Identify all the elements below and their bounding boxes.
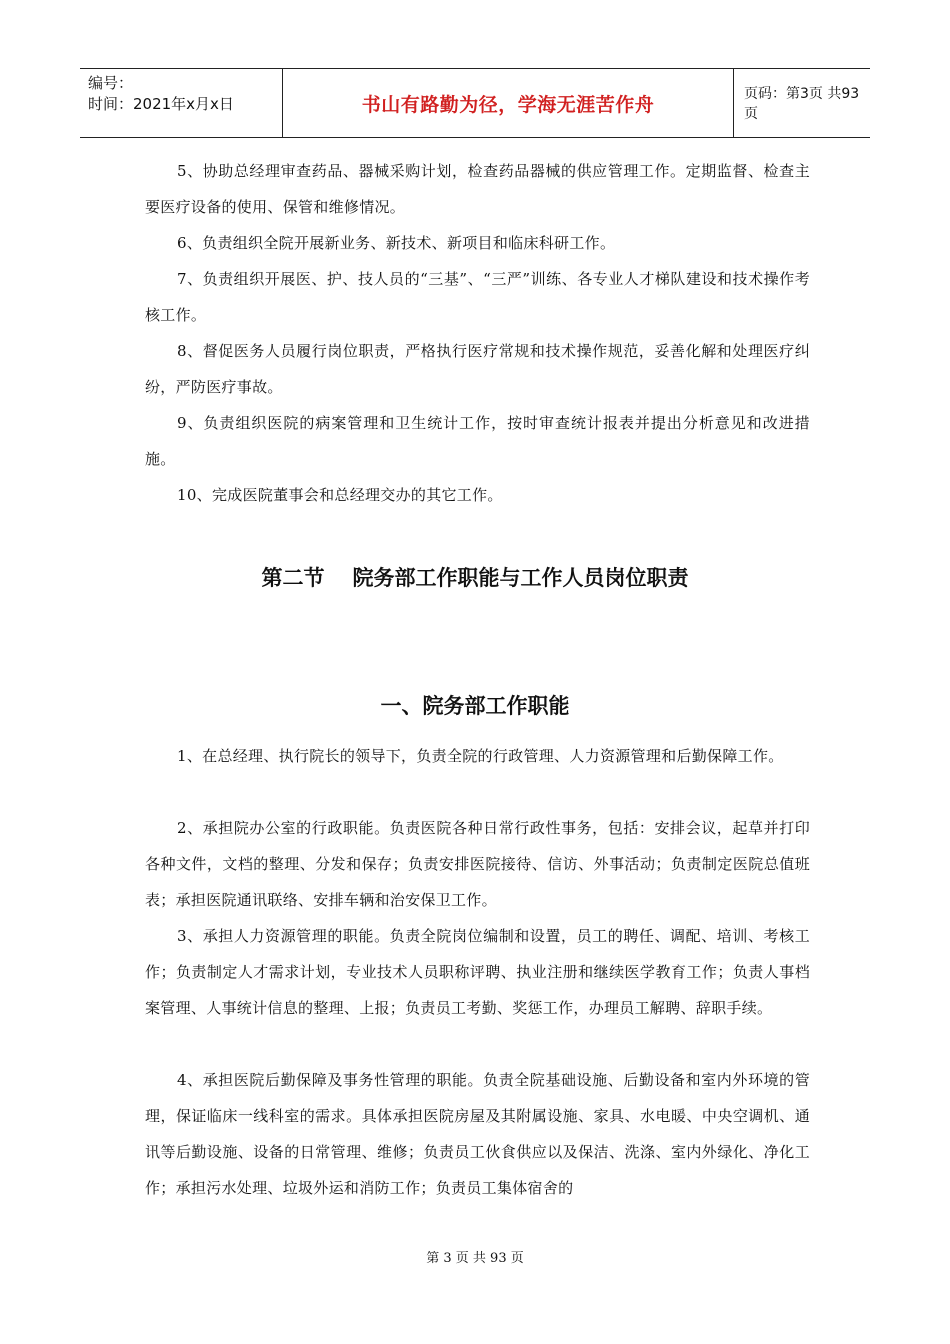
header-page-info: 页码：第3页 共93页 [744, 86, 860, 122]
paragraph-b2: 2、承担院办公室的行政职能。负责医院各种日常行政性事务，包括：安排会议，起草并打印各种文件，文档的整理、分发和保存；负责安排医院接待、信访、外事活动；负责制定医院总值班表；承担医院通讯联络、安排车辆和治安保卫工作。 [145, 819, 810, 909]
subsection-title: 一、院务部工作职能 [380, 694, 570, 718]
document-header [80, 68, 870, 138]
header-meta [80, 69, 282, 137]
section-number: 第二节 [261, 566, 325, 590]
paragraph-a10: 10、完成医院董事会和总经理交办的其它工作。 [177, 486, 503, 504]
paragraph-a6: 6、负责组织全院开展新业务、新技术、新项目和临床科研工作。 [177, 234, 616, 252]
section-name: 院务部工作职能与工作人员岗位职责 [352, 566, 689, 590]
time-label: 时间：2021年x月x日 [88, 95, 234, 113]
paragraph-a8: 8、督促医务人员履行岗位职责，严格执行医疗常规和技术操作规范，妥善化解和处理医疗纠纷，严防医疗事故。 [145, 342, 810, 396]
paragraph-a7: 7、负责组织开展医、护、技人员的“三基”、“三严”训练、各专业人才梯队建设和技术操作考核工作。 [145, 270, 810, 324]
paragraph-b3: 3、承担人力资源管理的职能。负责全院岗位编制和设置，员工的聘任、调配、培训、考核工作；负责制定人才需求计划，专业技术人员职称评聘、执业注册和继续医学教育工作；负责人事档案管理、人事统计信息的整理、上报；负责员工考勤、奖惩工作，办理员工解聘、辞职手续。 [145, 927, 810, 1017]
paragraph-a9: 9、负责组织医院的病案管理和卫生统计工作，按时审查统计报表并提出分析意见和改进措施。 [145, 414, 810, 468]
paragraph-a5: 5、协助总经理审查药品、器械采购计划，检查药品器械的供应管理工作。定期监督、检查主要医疗设备的使用、保管和维修情况。 [145, 162, 810, 216]
section-title [0, 562, 950, 592]
header-motto: 书山有路勤为径，学海无涯苦作舟 [282, 69, 734, 137]
number-label: 编号： [88, 74, 134, 92]
paragraph-b4: 4、承担医院后勤保障及事务性管理的职能。负责全院基础设施、后勤设备和室内外环境的管理，保证临床一线科室的需求。具体承担医院房屋及其附属设施、家具、水电暖、中央空调机、通讯等后勤设施、设备的日常管理、维修；负责员工伙食供应以及保洁、洗涤、室内外绿化、净化工作；承担污水处理、垃圾外运和消防工作；负责员工集体宿舍的 [145, 1071, 810, 1197]
page-footer: 第 3 页 共 93 页 [426, 1251, 524, 1266]
paragraph-b1: 1、在总经理、执行院长的领导下，负责全院的行政管理、人力资源管理和后勤保障工作。 [177, 747, 784, 765]
